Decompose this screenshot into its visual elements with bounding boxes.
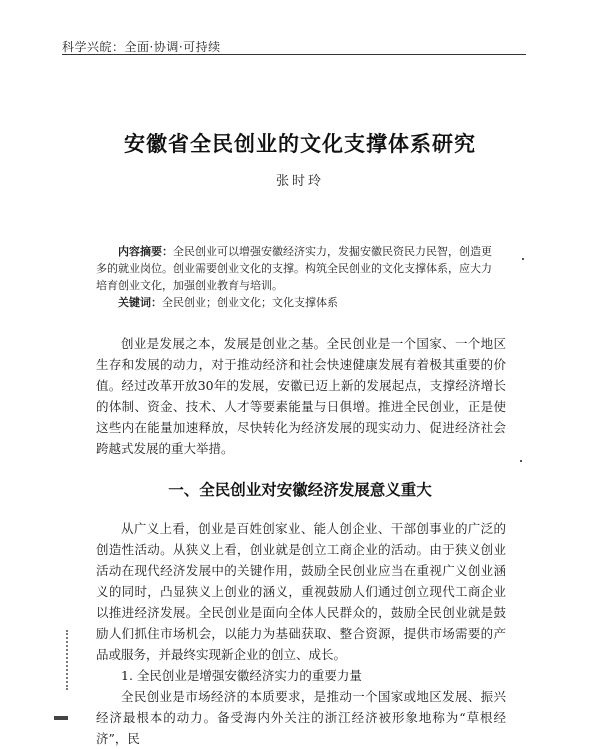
- abstract-paragraph: [96, 243, 501, 294]
- section-heading: 一、全民创业对安徽经济发展意义重大: [168, 481, 432, 499]
- article-title: 安徽省全民创业的文化支撑体系研究: [124, 131, 476, 156]
- abstract-text: 全民创业可以增强安徽经济实力，发掘安徽民资民力民智，创造更多的就业岗位。创业需要创业文化的支撑。构筑全民创业的文化支撑体系，应大力培育创业文化，加强创业教育与培训。: [96, 245, 492, 292]
- keywords-label: 关键词：: [118, 296, 162, 309]
- keywords-line: [96, 294, 501, 311]
- header-rule: [62, 54, 526, 55]
- section-1-body: [96, 518, 506, 749]
- author-name: 张时玲: [275, 174, 324, 189]
- scan-speck: [522, 258, 524, 260]
- scan-speck: [520, 460, 522, 462]
- intro-paragraph: 创业是发展之本，发展是创业之基。全民创业是一个国家、一个地区生存和发展的动力，对于推动经济和社会快速健康发展有着极其重要的价值。经过改革开放30年的发展，安徽已迈上新的发展起点，支撑经济增长的体制、资金、技术、人才等要素能量与日俱增。推进全民创业，正是使这些内在能量加速释放，尽快转化为经济发展的现实动力、促进经济社会跨越式发展的重大举措。: [96, 336, 506, 456]
- section-1-paragraph: 从广义上看，创业是百姓创家业、能人创企业、干部创事业的广泛的创造性活动。从狭义上看，创业就是创立工商企业的活动。由于狭义创业活动在现代经济发展中的关键作用，鼓励全民创业应当在重视广义创业涵义的同时，凸显狭义上创业的涵义，重视鼓励人们通过创立现代工商企业以推进经济发展。全民创业是面向全体人民群众的，鼓励全民创业就是鼓励人们抓住市场机会，以能力为基础获取、整合资源，提供市场需要的产品或服务，并最终实现新企业的创立、成长。: [96, 521, 506, 662]
- abstract-label: 内容摘要：: [118, 245, 173, 258]
- subsection-heading: 1. 全民创业是增强安徽经济实力的重要力量: [121, 668, 362, 683]
- keywords-text: 全民创业；创业文化；文化支撑体系: [162, 296, 338, 309]
- abstract-block: [96, 243, 501, 311]
- intro-section: [96, 333, 506, 459]
- subsection-paragraph: 全民创业是市场经济的本质要求，是推动一个国家或地区发展、振兴经济最根本的动力。备受海内外关注的浙江经济被形象地称为“草根经济”，民: [96, 689, 506, 746]
- running-head: 科学兴皖：全面·协调·可持续: [62, 40, 221, 54]
- scan-mark: [54, 716, 68, 720]
- margin-binding-marks: [66, 630, 70, 690]
